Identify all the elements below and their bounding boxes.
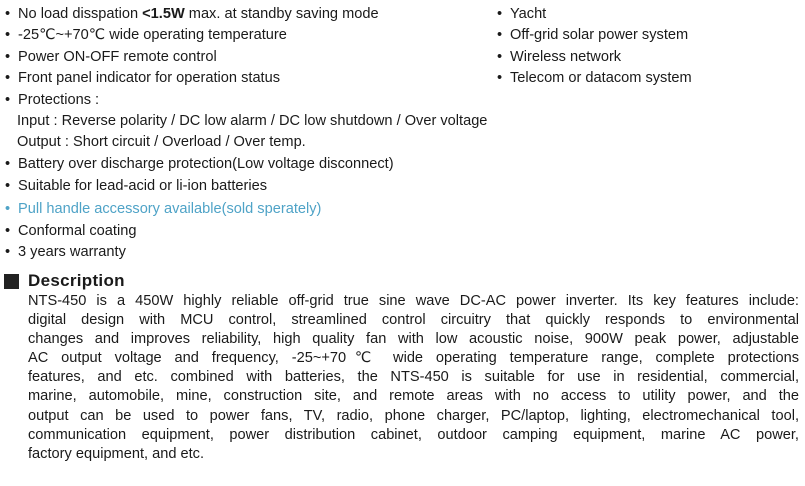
application-item [492, 26, 688, 44]
section-title: Description [28, 271, 125, 290]
description-line: digital design with MCU control, streamlined control circuitry that quickly responds to environmental [28, 312, 799, 329]
feature-text: Conformal coating [18, 223, 137, 239]
feature-item [0, 91, 99, 109]
bullet-icon: • [5, 244, 11, 260]
application-item [492, 48, 621, 66]
feature-text: No load disspation [18, 6, 143, 22]
feature-item-accessory [0, 200, 321, 218]
bullet-icon: • [5, 201, 11, 217]
bullet-icon: • [497, 27, 503, 43]
protection-input [0, 112, 487, 130]
bullet-icon: • [5, 27, 11, 43]
feature-item [0, 243, 126, 261]
feature-item [0, 48, 217, 66]
section-header-description [4, 271, 125, 291]
feature-text: max. at standby saving mode [184, 6, 379, 22]
description-line: changes and improves reliability, high quality fan with low acoustic noise, 900W peak power, adjustable [28, 331, 799, 348]
description-line: factory equipment, and etc. [28, 445, 205, 462]
feature-emphasis: <1.5W [142, 6, 185, 22]
feature-text: Protections : [18, 92, 100, 108]
feature-item [0, 222, 136, 240]
bullet-icon: • [5, 6, 11, 22]
bullet-icon: • [5, 178, 11, 194]
application-text: Off-grid solar power system [510, 27, 689, 43]
application-item [492, 5, 546, 23]
bullet-icon: • [5, 156, 11, 172]
description-paragraph [28, 292, 799, 464]
bullet-icon: • [497, 6, 503, 22]
feature-item [0, 177, 267, 195]
feature-item [0, 5, 379, 23]
description-line: marine, automobile, mine, construction site, and remote areas with no access to utility power, and the [28, 388, 799, 405]
description-line: NTS-450 is a 450W highly reliable off-grid true sine wave DC-AC power inverter. Its key features include: [28, 293, 799, 309]
application-text: Yacht [510, 6, 547, 22]
feature-text: Suitable for lead-acid or li-ion batteries [18, 178, 268, 194]
feature-item [0, 155, 394, 173]
protection-output [0, 133, 306, 151]
description-line: features, and etc. combined with batteries, the NTS-450 is suitable for use in residential, commercial, [28, 369, 799, 386]
section-square-icon [4, 274, 19, 289]
bullet-icon: • [5, 49, 11, 65]
description-line: communication equipment, power distribution cabinet, outdoor camping equipment, marine AC power, [28, 426, 799, 443]
feature-text: Front panel indicator for operation status [18, 70, 281, 86]
description-line: AC output voltage and frequency, -25~+70℃ wide operating temperature range, complete protections [28, 350, 799, 367]
bullet-icon: • [497, 49, 503, 65]
bullet-icon: • [5, 70, 11, 86]
feature-text: Battery over discharge protection(Low voltage disconnect) [18, 156, 394, 172]
feature-item [0, 69, 280, 87]
application-item [492, 69, 692, 87]
feature-text: Power ON-OFF remote control [18, 49, 217, 65]
feature-text: Output : Short circuit / Overload / Over temp. [17, 134, 306, 150]
feature-text: -25℃~+70℃ wide operating temperature [18, 27, 287, 43]
application-text: Wireless network [510, 49, 622, 65]
bullet-icon: • [5, 223, 11, 239]
application-text: Telecom or datacom system [510, 70, 692, 86]
bullet-icon: • [5, 92, 11, 108]
feature-text: Pull handle accessory available(sold sperately) [18, 201, 322, 217]
feature-text: 3 years warranty [18, 244, 126, 260]
bullet-icon: • [497, 70, 503, 86]
description-line: output can be used to power fans, TV, radio, phone charger, PC/laptop, lighting, electromechanical tool, [28, 407, 799, 424]
feature-text: Input : Reverse polarity / DC low alarm / DC low shutdown / Over voltage [17, 113, 488, 129]
feature-item [0, 26, 287, 44]
